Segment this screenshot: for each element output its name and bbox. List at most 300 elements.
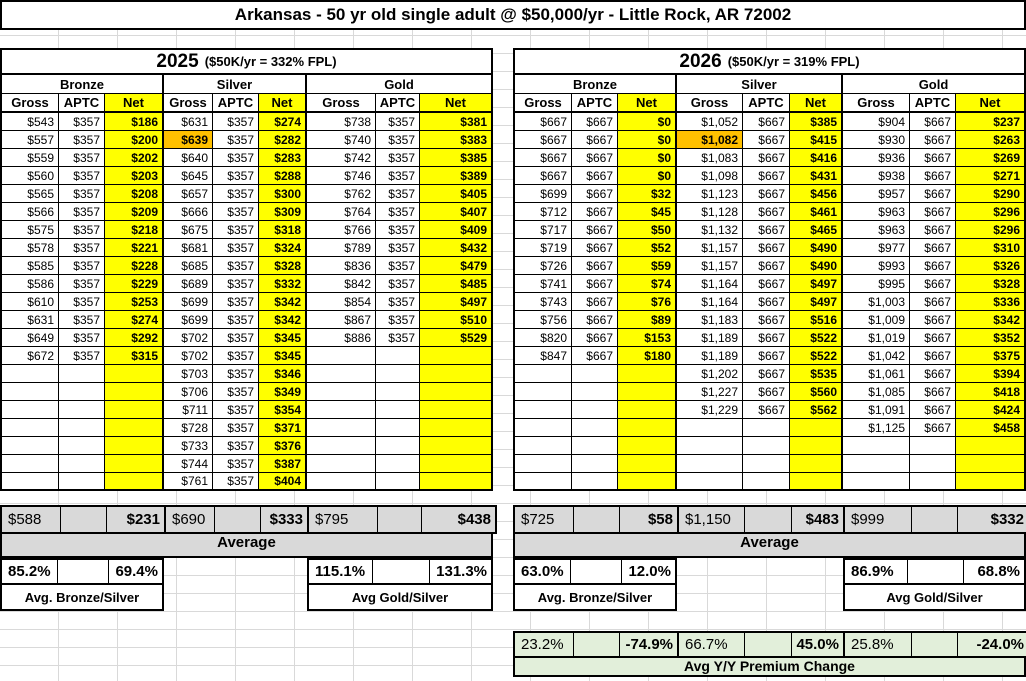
2026-gold-aptc-r10[interactable]: $667 <box>910 275 956 293</box>
2026-silver-net-r13[interactable]: $522 <box>790 329 843 347</box>
2026-gold-aptc-r11[interactable]: $667 <box>910 293 956 311</box>
yoy-2026-silver-gross[interactable]: 66.7% <box>679 633 745 656</box>
2026-bronze-aptc-r18[interactable] <box>572 419 618 437</box>
2026-silver-aptc-r9[interactable]: $667 <box>743 257 790 275</box>
2026-gold-aptc-r9[interactable]: $667 <box>910 257 956 275</box>
2025-bronze-aptc-r13[interactable]: $357 <box>59 329 105 347</box>
2026-gold-aptc-r5[interactable]: $667 <box>910 185 956 203</box>
2026-bronze-net-r19[interactable] <box>618 437 677 455</box>
2025-gold-net-r20[interactable] <box>420 455 493 473</box>
2025-bronze-net-r5[interactable]: $208 <box>105 185 164 203</box>
2026-silver-gross-r17[interactable]: $1,229 <box>677 401 743 419</box>
2025-bronze-aptc-r10[interactable]: $357 <box>59 275 105 293</box>
2026-bronze-gross-r19[interactable] <box>513 437 572 455</box>
2025-silver-gross-r9[interactable]: $685 <box>164 257 213 275</box>
2026-gold-gross-r11[interactable]: $1,003 <box>843 293 910 311</box>
2025-bronze-aptc-r14[interactable]: $357 <box>59 347 105 365</box>
2026-gold-gross-r18[interactable]: $1,125 <box>843 419 910 437</box>
2025-silver-net-r12[interactable]: $342 <box>259 311 307 329</box>
2025-gold-gross-r17[interactable] <box>307 401 376 419</box>
2026-silver-aptc-r16[interactable]: $667 <box>743 383 790 401</box>
2026-gold-aptc-r16[interactable]: $667 <box>910 383 956 401</box>
2026-gold-gross-r9[interactable]: $993 <box>843 257 910 275</box>
2026-gold-gross-r10[interactable]: $995 <box>843 275 910 293</box>
2025-bronze-gross-r8[interactable]: $578 <box>0 239 59 257</box>
2025-gold-aptc-r16[interactable] <box>376 383 420 401</box>
2026-bronze-aptc-r12[interactable]: $667 <box>572 311 618 329</box>
2026-silver-aptc-r21[interactable] <box>743 473 790 491</box>
2026-gold-aptc-r21[interactable] <box>910 473 956 491</box>
2025-gold-net-r5[interactable]: $405 <box>420 185 493 203</box>
2026-silver-net-r16[interactable]: $560 <box>790 383 843 401</box>
2026-gold-aptc-r4[interactable]: $667 <box>910 167 956 185</box>
2025-gold-gross-r18[interactable] <box>307 419 376 437</box>
2025-bronze-gross-r5[interactable]: $565 <box>0 185 59 203</box>
yoy-2026-silver-aptc[interactable] <box>745 633 792 656</box>
ratio-2025-silver-net[interactable] <box>259 558 307 585</box>
2025-silver-net-r17[interactable]: $354 <box>259 401 307 419</box>
2026-bronze-gross-r11[interactable]: $743 <box>513 293 572 311</box>
2026-silver-net-r2[interactable]: $415 <box>790 131 843 149</box>
2025-silver-net-r3[interactable]: $283 <box>259 149 307 167</box>
ratio-2025-gold-aptc[interactable] <box>372 560 430 583</box>
2026-silver-gross-r5[interactable]: $1,123 <box>677 185 743 203</box>
2026-gold-gross-r19[interactable] <box>843 437 910 455</box>
2025-silver-gross-r6[interactable]: $666 <box>164 203 213 221</box>
2026-gold-aptc-r17[interactable]: $667 <box>910 401 956 419</box>
2026-bronze-gross-r8[interactable]: $719 <box>513 239 572 257</box>
2026-silver-aptc-r8[interactable]: $667 <box>743 239 790 257</box>
2026-silver-net-r19[interactable] <box>790 437 843 455</box>
2026-bronze-gross-r15[interactable] <box>513 365 572 383</box>
2025-gold-aptc-r18[interactable] <box>376 419 420 437</box>
2025-silver-gross-r12[interactable]: $699 <box>164 311 213 329</box>
2025-bronze-net-r1[interactable]: $186 <box>105 113 164 131</box>
2025-bronze-gross-r1[interactable]: $543 <box>0 113 59 131</box>
2026-gold-aptc-r1[interactable]: $667 <box>910 113 956 131</box>
2025-silver-aptc-r19[interactable]: $357 <box>213 437 259 455</box>
2026-bronze-gross-r21[interactable] <box>513 473 572 491</box>
2026-bronze-net-r15[interactable] <box>618 365 677 383</box>
2026-gold-aptc-r13[interactable]: $667 <box>910 329 956 347</box>
2025-bronze-net-r8[interactable]: $221 <box>105 239 164 257</box>
avg-2026-bronze-aptc[interactable] <box>574 507 620 532</box>
2025-gold-aptc-r11[interactable]: $357 <box>376 293 420 311</box>
2025-bronze-gross-r9[interactable]: $585 <box>0 257 59 275</box>
2025-bronze-aptc-r3[interactable]: $357 <box>59 149 105 167</box>
ratio-2025-gold-net[interactable]: 131.3% <box>429 560 491 583</box>
2026-silver-gross-r12[interactable]: $1,183 <box>677 311 743 329</box>
2026-bronze-net-r16[interactable] <box>618 383 677 401</box>
avg-2025-silver-gross[interactable]: $690 <box>166 507 215 532</box>
2025-silver-aptc-r17[interactable]: $357 <box>213 401 259 419</box>
2025-gold-gross-r16[interactable] <box>307 383 376 401</box>
2026-silver-aptc-r7[interactable]: $667 <box>743 221 790 239</box>
2025-gold-net-r16[interactable] <box>420 383 493 401</box>
2025-gold-gross-r4[interactable]: $746 <box>307 167 376 185</box>
2026-gold-aptc-r12[interactable]: $667 <box>910 311 956 329</box>
2026-silver-gross-r20[interactable] <box>677 455 743 473</box>
2026-bronze-gross-r17[interactable] <box>513 401 572 419</box>
2026-bronze-gross-r6[interactable]: $712 <box>513 203 572 221</box>
2025-bronze-net-r4[interactable]: $203 <box>105 167 164 185</box>
ratio-2026-gold-net[interactable]: 68.8% <box>963 560 1024 583</box>
2026-gold-aptc-r2[interactable]: $667 <box>910 131 956 149</box>
2026-silver-net-r15[interactable]: $535 <box>790 365 843 383</box>
yoy-2026-bronze-net[interactable]: -74.9% <box>620 633 679 656</box>
2025-gold-gross-r12[interactable]: $867 <box>307 311 376 329</box>
2025-gold-gross-r19[interactable] <box>307 437 376 455</box>
2026-gold-gross-r7[interactable]: $963 <box>843 221 910 239</box>
2025-bronze-net-r18[interactable] <box>105 419 164 437</box>
2025-bronze-aptc-r4[interactable]: $357 <box>59 167 105 185</box>
2025-gold-net-r17[interactable] <box>420 401 493 419</box>
2025-silver-net-r15[interactable]: $346 <box>259 365 307 383</box>
2026-silver-gross-r15[interactable]: $1,202 <box>677 365 743 383</box>
2026-bronze-net-r10[interactable]: $74 <box>618 275 677 293</box>
2026-bronze-net-r14[interactable]: $180 <box>618 347 677 365</box>
2026-silver-aptc-r10[interactable]: $667 <box>743 275 790 293</box>
2026-gold-net-r3[interactable]: $269 <box>956 149 1026 167</box>
2026-gold-net-r17[interactable]: $424 <box>956 401 1026 419</box>
2026-silver-net-r18[interactable] <box>790 419 843 437</box>
2026-silver-net-r8[interactable]: $490 <box>790 239 843 257</box>
2026-silver-gross-r11[interactable]: $1,164 <box>677 293 743 311</box>
2025-bronze-net-r11[interactable]: $253 <box>105 293 164 311</box>
2025-gold-gross-r9[interactable]: $836 <box>307 257 376 275</box>
2025-silver-gross-r11[interactable]: $699 <box>164 293 213 311</box>
2025-gold-net-r11[interactable]: $497 <box>420 293 493 311</box>
2026-bronze-net-r9[interactable]: $59 <box>618 257 677 275</box>
2026-silver-gross-r7[interactable]: $1,132 <box>677 221 743 239</box>
2025-silver-gross-r13[interactable]: $702 <box>164 329 213 347</box>
2025-bronze-aptc-r8[interactable]: $357 <box>59 239 105 257</box>
2026-gold-net-r13[interactable]: $352 <box>956 329 1026 347</box>
2025-silver-net-r20[interactable]: $387 <box>259 455 307 473</box>
2025-silver-net-r14[interactable]: $345 <box>259 347 307 365</box>
2025-bronze-net-r17[interactable] <box>105 401 164 419</box>
2026-bronze-gross-r9[interactable]: $726 <box>513 257 572 275</box>
2025-silver-net-r16[interactable]: $349 <box>259 383 307 401</box>
2025-silver-aptc-r12[interactable]: $357 <box>213 311 259 329</box>
2025-silver-net-r8[interactable]: $324 <box>259 239 307 257</box>
2026-bronze-gross-r20[interactable] <box>513 455 572 473</box>
ratio-2025-bronze-aptc[interactable] <box>57 560 107 583</box>
2025-gold-gross-r3[interactable]: $742 <box>307 149 376 167</box>
2025-gold-gross-r10[interactable]: $842 <box>307 275 376 293</box>
2026-silver-gross-r6[interactable]: $1,128 <box>677 203 743 221</box>
2026-silver-gross-r13[interactable]: $1,189 <box>677 329 743 347</box>
2025-gold-net-r21[interactable] <box>420 473 493 491</box>
2026-silver-net-r12[interactable]: $516 <box>790 311 843 329</box>
ratio-2025-bronze-net[interactable]: 69.4% <box>108 560 162 583</box>
2025-silver-aptc-r18[interactable]: $357 <box>213 419 259 437</box>
2025-silver-net-r11[interactable]: $342 <box>259 293 307 311</box>
2026-bronze-aptc-r7[interactable]: $667 <box>572 221 618 239</box>
2025-silver-net-r2[interactable]: $282 <box>259 131 307 149</box>
ratio-2025-bronze-gross[interactable]: 85.2% <box>2 560 57 583</box>
2025-gold-gross-r6[interactable]: $764 <box>307 203 376 221</box>
yoy-2026-gold-aptc[interactable] <box>912 633 958 656</box>
2026-bronze-aptc-r3[interactable]: $667 <box>572 149 618 167</box>
2025-gold-aptc-r3[interactable]: $357 <box>376 149 420 167</box>
2026-gold-gross-r13[interactable]: $1,019 <box>843 329 910 347</box>
2025-bronze-net-r10[interactable]: $229 <box>105 275 164 293</box>
2025-silver-aptc-r9[interactable]: $357 <box>213 257 259 275</box>
yoy-2026-bronze-gross[interactable]: 23.2% <box>515 633 574 656</box>
2026-bronze-net-r18[interactable] <box>618 419 677 437</box>
2025-gold-aptc-r10[interactable]: $357 <box>376 275 420 293</box>
2025-gold-aptc-r19[interactable] <box>376 437 420 455</box>
2025-gold-aptc-r2[interactable]: $357 <box>376 131 420 149</box>
2026-bronze-gross-r14[interactable]: $847 <box>513 347 572 365</box>
2025-silver-aptc-r21[interactable]: $357 <box>213 473 259 491</box>
2026-bronze-net-r6[interactable]: $45 <box>618 203 677 221</box>
avg-2025-bronze-aptc[interactable] <box>61 507 107 532</box>
2026-gold-net-r16[interactable]: $418 <box>956 383 1026 401</box>
avg-2025-gold-aptc[interactable] <box>378 507 422 532</box>
yoy-2026-gold-gross[interactable]: 25.8% <box>845 633 912 656</box>
2025-silver-gross-r1[interactable]: $631 <box>164 113 213 131</box>
2026-bronze-aptc-r9[interactable]: $667 <box>572 257 618 275</box>
2026-silver-net-r7[interactable]: $465 <box>790 221 843 239</box>
2026-bronze-gross-r2[interactable]: $667 <box>513 131 572 149</box>
2026-silver-net-r20[interactable] <box>790 455 843 473</box>
2026-gold-net-r6[interactable]: $296 <box>956 203 1026 221</box>
2025-bronze-aptc-r16[interactable] <box>59 383 105 401</box>
2025-silver-net-r18[interactable]: $371 <box>259 419 307 437</box>
2025-silver-gross-r19[interactable]: $733 <box>164 437 213 455</box>
avg-2025-gold-net[interactable]: $438 <box>422 507 495 532</box>
2026-bronze-gross-r7[interactable]: $717 <box>513 221 572 239</box>
2025-bronze-gross-r12[interactable]: $631 <box>0 311 59 329</box>
2025-bronze-aptc-r15[interactable] <box>59 365 105 383</box>
2026-bronze-aptc-r13[interactable]: $667 <box>572 329 618 347</box>
2025-gold-aptc-r13[interactable]: $357 <box>376 329 420 347</box>
2025-gold-aptc-r9[interactable]: $357 <box>376 257 420 275</box>
2026-bronze-gross-r13[interactable]: $820 <box>513 329 572 347</box>
2026-bronze-net-r1[interactable]: $0 <box>618 113 677 131</box>
2025-gold-gross-r8[interactable]: $789 <box>307 239 376 257</box>
2026-bronze-net-r2[interactable]: $0 <box>618 131 677 149</box>
ratio-2025-silver-gross[interactable] <box>164 558 214 585</box>
ratio-2025-silver-aptc[interactable] <box>214 558 258 585</box>
2026-gold-net-r7[interactable]: $296 <box>956 221 1026 239</box>
2026-bronze-aptc-r16[interactable] <box>572 383 618 401</box>
2026-silver-net-r21[interactable] <box>790 473 843 491</box>
avg-2025-silver-aptc[interactable] <box>215 507 261 532</box>
2026-silver-gross-r3[interactable]: $1,083 <box>677 149 743 167</box>
2025-bronze-aptc-r21[interactable] <box>59 473 105 491</box>
2026-silver-aptc-r4[interactable]: $667 <box>743 167 790 185</box>
2025-bronze-gross-r6[interactable]: $566 <box>0 203 59 221</box>
2026-gold-gross-r14[interactable]: $1,042 <box>843 347 910 365</box>
2025-bronze-net-r2[interactable]: $200 <box>105 131 164 149</box>
avg-2026-gold-net[interactable]: $332 <box>958 507 1026 532</box>
2026-gold-net-r1[interactable]: $237 <box>956 113 1026 131</box>
2026-bronze-gross-r16[interactable] <box>513 383 572 401</box>
2025-bronze-gross-r13[interactable]: $649 <box>0 329 59 347</box>
2026-gold-gross-r20[interactable] <box>843 455 910 473</box>
2025-silver-gross-r8[interactable]: $681 <box>164 239 213 257</box>
2026-bronze-gross-r5[interactable]: $699 <box>513 185 572 203</box>
2025-silver-gross-r2[interactable]: $639 <box>164 131 213 149</box>
ratio-2026-silver-net[interactable] <box>787 558 843 585</box>
2025-bronze-net-r13[interactable]: $292 <box>105 329 164 347</box>
avg-2026-silver-gross[interactable]: $1,150 <box>679 507 745 532</box>
2025-silver-gross-r10[interactable]: $689 <box>164 275 213 293</box>
avg-2025-bronze-gross[interactable]: $588 <box>2 507 61 532</box>
2026-gold-gross-r4[interactable]: $938 <box>843 167 910 185</box>
2026-bronze-net-r4[interactable]: $0 <box>618 167 677 185</box>
2026-silver-gross-r19[interactable] <box>677 437 743 455</box>
2026-gold-gross-r16[interactable]: $1,085 <box>843 383 910 401</box>
2026-gold-net-r10[interactable]: $328 <box>956 275 1026 293</box>
2026-bronze-gross-r1[interactable]: $667 <box>513 113 572 131</box>
ratio-2026-bronze-gross[interactable]: 63.0% <box>515 560 570 583</box>
2025-gold-aptc-r6[interactable]: $357 <box>376 203 420 221</box>
2026-gold-net-r4[interactable]: $271 <box>956 167 1026 185</box>
2025-silver-gross-r14[interactable]: $702 <box>164 347 213 365</box>
2025-silver-aptc-r5[interactable]: $357 <box>213 185 259 203</box>
yoy-2026-gold-net[interactable]: -24.0% <box>958 633 1026 656</box>
2025-silver-aptc-r16[interactable]: $357 <box>213 383 259 401</box>
2025-bronze-gross-r4[interactable]: $560 <box>0 167 59 185</box>
2026-gold-aptc-r3[interactable]: $667 <box>910 149 956 167</box>
2025-silver-gross-r3[interactable]: $640 <box>164 149 213 167</box>
2025-silver-gross-r18[interactable]: $728 <box>164 419 213 437</box>
2025-gold-net-r3[interactable]: $385 <box>420 149 493 167</box>
2025-gold-aptc-r17[interactable] <box>376 401 420 419</box>
2025-silver-aptc-r10[interactable]: $357 <box>213 275 259 293</box>
2025-bronze-aptc-r1[interactable]: $357 <box>59 113 105 131</box>
2025-bronze-gross-r7[interactable]: $575 <box>0 221 59 239</box>
2026-gold-aptc-r8[interactable]: $667 <box>910 239 956 257</box>
2026-bronze-aptc-r2[interactable]: $667 <box>572 131 618 149</box>
2026-silver-net-r10[interactable]: $497 <box>790 275 843 293</box>
2025-silver-gross-r21[interactable]: $761 <box>164 473 213 491</box>
2026-silver-gross-r9[interactable]: $1,157 <box>677 257 743 275</box>
2025-gold-net-r12[interactable]: $510 <box>420 311 493 329</box>
2025-silver-gross-r5[interactable]: $657 <box>164 185 213 203</box>
2025-bronze-aptc-r12[interactable]: $357 <box>59 311 105 329</box>
2026-gold-net-r5[interactable]: $290 <box>956 185 1026 203</box>
avg-2026-bronze-net[interactable]: $58 <box>620 507 679 532</box>
2025-gold-gross-r11[interactable]: $854 <box>307 293 376 311</box>
2025-silver-gross-r4[interactable]: $645 <box>164 167 213 185</box>
2025-gold-net-r9[interactable]: $479 <box>420 257 493 275</box>
yoy-2026-silver-net[interactable]: 45.0% <box>792 633 845 656</box>
2026-bronze-net-r5[interactable]: $32 <box>618 185 677 203</box>
2025-gold-net-r7[interactable]: $409 <box>420 221 493 239</box>
2025-bronze-gross-r18[interactable] <box>0 419 59 437</box>
2026-gold-net-r19[interactable] <box>956 437 1026 455</box>
2026-bronze-gross-r12[interactable]: $756 <box>513 311 572 329</box>
2025-bronze-aptc-r7[interactable]: $357 <box>59 221 105 239</box>
2026-silver-net-r14[interactable]: $522 <box>790 347 843 365</box>
2025-gold-net-r18[interactable] <box>420 419 493 437</box>
2025-bronze-net-r7[interactable]: $218 <box>105 221 164 239</box>
2025-gold-gross-r1[interactable]: $738 <box>307 113 376 131</box>
ratio-2026-silver-aptc[interactable] <box>735 558 787 585</box>
2025-bronze-gross-r14[interactable]: $672 <box>0 347 59 365</box>
2025-bronze-aptc-r9[interactable]: $357 <box>59 257 105 275</box>
2026-bronze-aptc-r19[interactable] <box>572 437 618 455</box>
2025-silver-net-r5[interactable]: $300 <box>259 185 307 203</box>
ratio-2026-bronze-net[interactable]: 12.0% <box>621 560 675 583</box>
ratio-2026-gold-gross[interactable]: 86.9% <box>845 560 907 583</box>
2026-silver-aptc-r3[interactable]: $667 <box>743 149 790 167</box>
2025-bronze-gross-r19[interactable] <box>0 437 59 455</box>
2026-silver-aptc-r11[interactable]: $667 <box>743 293 790 311</box>
2025-silver-gross-r17[interactable]: $711 <box>164 401 213 419</box>
2026-silver-gross-r14[interactable]: $1,189 <box>677 347 743 365</box>
2026-gold-gross-r1[interactable]: $904 <box>843 113 910 131</box>
2025-bronze-net-r14[interactable]: $315 <box>105 347 164 365</box>
2025-bronze-net-r9[interactable]: $228 <box>105 257 164 275</box>
2025-gold-gross-r7[interactable]: $766 <box>307 221 376 239</box>
2025-bronze-net-r20[interactable] <box>105 455 164 473</box>
2025-silver-aptc-r20[interactable]: $357 <box>213 455 259 473</box>
2026-bronze-gross-r3[interactable]: $667 <box>513 149 572 167</box>
2026-gold-net-r18[interactable]: $458 <box>956 419 1026 437</box>
2025-silver-gross-r15[interactable]: $703 <box>164 365 213 383</box>
2025-silver-aptc-r13[interactable]: $357 <box>213 329 259 347</box>
2025-gold-net-r8[interactable]: $432 <box>420 239 493 257</box>
avg-2025-silver-net[interactable]: $333 <box>261 507 309 532</box>
2025-gold-net-r2[interactable]: $383 <box>420 131 493 149</box>
2025-silver-aptc-r4[interactable]: $357 <box>213 167 259 185</box>
2026-bronze-gross-r4[interactable]: $667 <box>513 167 572 185</box>
2026-gold-gross-r15[interactable]: $1,061 <box>843 365 910 383</box>
2025-gold-aptc-r4[interactable]: $357 <box>376 167 420 185</box>
2026-gold-gross-r6[interactable]: $963 <box>843 203 910 221</box>
2026-bronze-net-r11[interactable]: $76 <box>618 293 677 311</box>
2026-bronze-aptc-r8[interactable]: $667 <box>572 239 618 257</box>
2025-gold-gross-r5[interactable]: $762 <box>307 185 376 203</box>
2026-gold-aptc-r20[interactable] <box>910 455 956 473</box>
2025-gold-aptc-r14[interactable] <box>376 347 420 365</box>
2026-gold-gross-r17[interactable]: $1,091 <box>843 401 910 419</box>
2026-bronze-gross-r18[interactable] <box>513 419 572 437</box>
2025-bronze-aptc-r18[interactable] <box>59 419 105 437</box>
ratio-2026-silver-gross[interactable] <box>677 558 735 585</box>
2026-bronze-aptc-r14[interactable]: $667 <box>572 347 618 365</box>
2025-silver-net-r7[interactable]: $318 <box>259 221 307 239</box>
ratio-2025-gold-gross[interactable]: 115.1% <box>309 560 372 583</box>
2026-silver-aptc-r12[interactable]: $667 <box>743 311 790 329</box>
2025-silver-aptc-r11[interactable]: $357 <box>213 293 259 311</box>
2026-silver-net-r4[interactable]: $431 <box>790 167 843 185</box>
2026-gold-net-r9[interactable]: $326 <box>956 257 1026 275</box>
2025-bronze-net-r21[interactable] <box>105 473 164 491</box>
avg-2026-silver-aptc[interactable] <box>745 507 792 532</box>
2026-silver-gross-r4[interactable]: $1,098 <box>677 167 743 185</box>
2026-silver-aptc-r13[interactable]: $667 <box>743 329 790 347</box>
2025-bronze-aptc-r5[interactable]: $357 <box>59 185 105 203</box>
avg-2026-bronze-gross[interactable]: $725 <box>515 507 574 532</box>
2026-gold-net-r8[interactable]: $310 <box>956 239 1026 257</box>
2025-gold-net-r6[interactable]: $407 <box>420 203 493 221</box>
2026-silver-gross-r18[interactable] <box>677 419 743 437</box>
2025-gold-net-r1[interactable]: $381 <box>420 113 493 131</box>
2025-silver-aptc-r3[interactable]: $357 <box>213 149 259 167</box>
2026-bronze-net-r13[interactable]: $153 <box>618 329 677 347</box>
2025-silver-aptc-r7[interactable]: $357 <box>213 221 259 239</box>
2026-bronze-net-r20[interactable] <box>618 455 677 473</box>
2025-gold-net-r4[interactable]: $389 <box>420 167 493 185</box>
2025-gold-aptc-r8[interactable]: $357 <box>376 239 420 257</box>
